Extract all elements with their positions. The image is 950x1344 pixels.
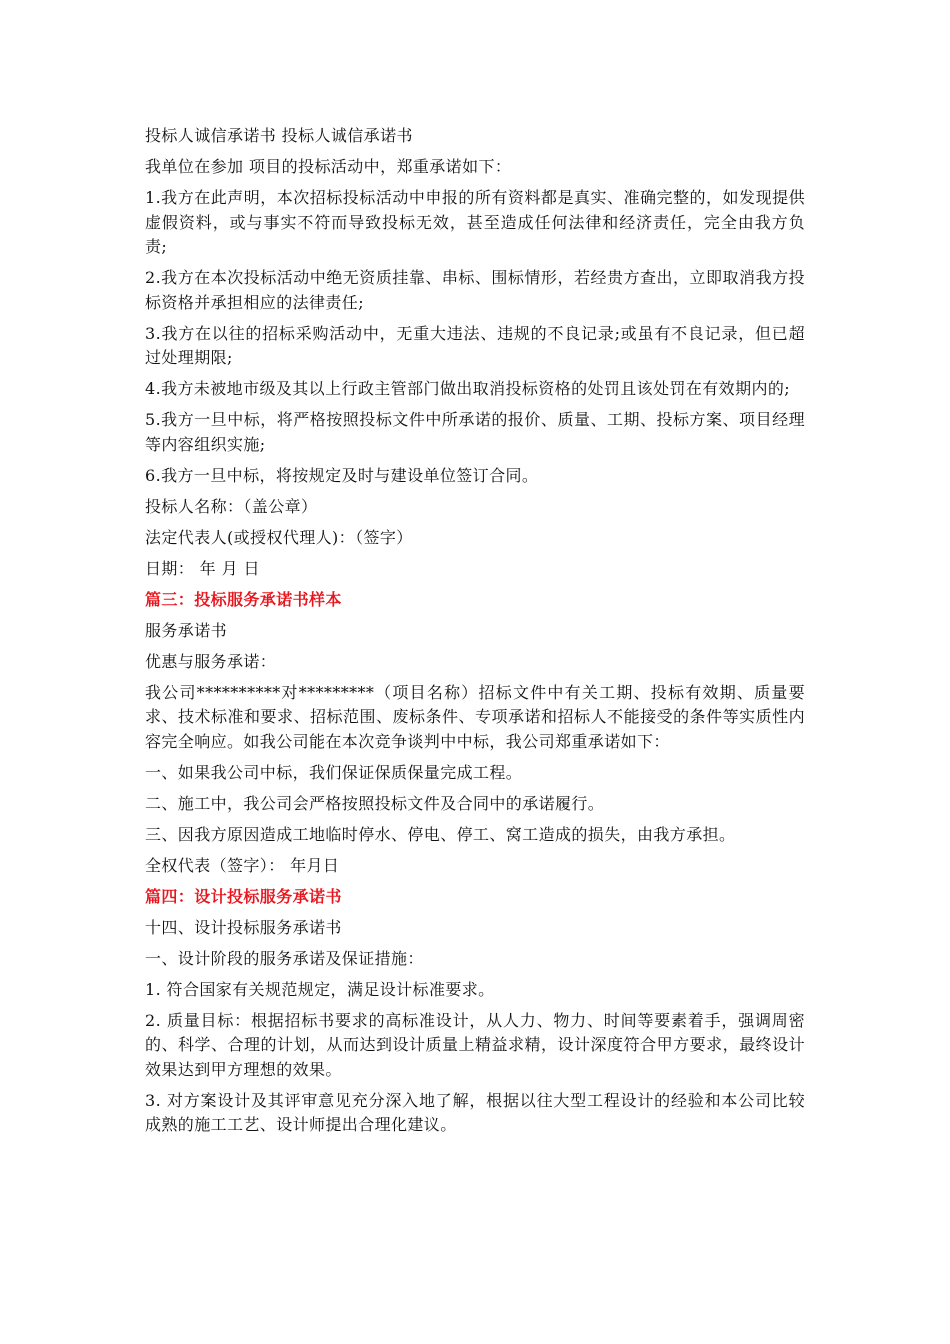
signature-date-line: 全权代表（签字）： 年月日 <box>145 855 340 875</box>
service-subtitle: 优惠与服务承诺： <box>145 651 277 671</box>
design-item-2: 2. 质量目标：根据招标书要求的高标准设计，从人力、物力、时间等要素着手，强调周密的、科学、合理的计划，从而达到设计质量上精益求精，设计深度符合甲方要求，最终设计效果达到甲方理想的效果。 <box>145 1010 805 1079</box>
commitment-item-1: 1.我方在此声明，本次招标投标活动中申报的所有资料都是真实、准确完整的，如发现提供虚假资料，或与事实不符而导致投标无效，甚至造成任何法律和经济责任，完全由我方负责; <box>145 188 805 256</box>
commitment-item-5: 5.我方一旦中标，将严格按照投标文件中所承诺的报价、质量、工期、投标方案、项目经理等内容组织实施; <box>145 410 805 454</box>
service-item-2: 二、施工中，我公司会严格按照投标文件及合同中的承诺履行。 <box>145 793 605 813</box>
service-title: 服务承诺书 <box>145 620 228 640</box>
design-title: 十四、设计投标服务承诺书 <box>145 917 342 937</box>
design-subtitle: 一、设计阶段的服务承诺及保证措施： <box>145 948 424 968</box>
bidder-name-line: 投标人名称：（盖公章） <box>145 496 318 516</box>
service-item-1: 一、如果我公司中标，我们保证保质保量完成工程。 <box>145 762 523 782</box>
section-heading-4: 篇四：设计投标服务承诺书 <box>145 886 342 906</box>
date-line: 日期： 年 月 日 <box>145 558 260 578</box>
commitment-item-6: 6.我方一旦中标，将按规定及时与建设单位签订合同。 <box>145 465 539 485</box>
design-item-3: 3. 对方案设计及其评审意见充分深入地了解，根据以往大型工程设计的经验和本公司比较成熟的施工工艺、设计师提出合理化建议。 <box>145 1090 805 1134</box>
section-heading-3: 篇三：投标服务承诺书样本 <box>145 589 342 609</box>
commitment-item-3: 3.我方在以往的招标采购活动中，无重大违法、违规的不良记录;或虽有不良记录，但已超过处理期限; <box>145 323 805 367</box>
service-paragraph: 我公司**********对*********（项目名称）招标文件中有关工期、投标有效期、质量要求、技术标准和要求、招标范围、废标条件、专项承诺和招标人不能接受的条件等实质性内容完全响应。如我公司能在本次竞争谈判中中标，我公司郑重承诺如下： <box>145 682 805 751</box>
commitment-item-2: 2.我方在本次投标活动中绝无资质挂靠、串标、围标情形，若经贵方查出，立即取消我方投标资格并承担相应的法律责任; <box>145 268 805 312</box>
commitment-item-4: 4.我方未被地市级及其以上行政主管部门做出取消投标资格的处罚且该处罚在有效期内的; <box>145 379 791 398</box>
doc-title-line: 投标人诚信承诺书 投标人诚信承诺书 <box>145 126 413 145</box>
commitment-intro: 我单位在参加 项目的投标活动中，郑重承诺如下： <box>145 157 512 176</box>
legal-rep-line: 法定代表人(或授权代理人)：（签字） <box>145 527 413 547</box>
service-item-3: 三、因我方原因造成工地临时停水、停电、停工、窝工造成的损失，由我方承担。 <box>145 824 736 844</box>
document-body <box>145 124 805 1144</box>
design-item-1: 1. 符合国家有关规范规定，满足设计标准要求。 <box>145 979 495 999</box>
